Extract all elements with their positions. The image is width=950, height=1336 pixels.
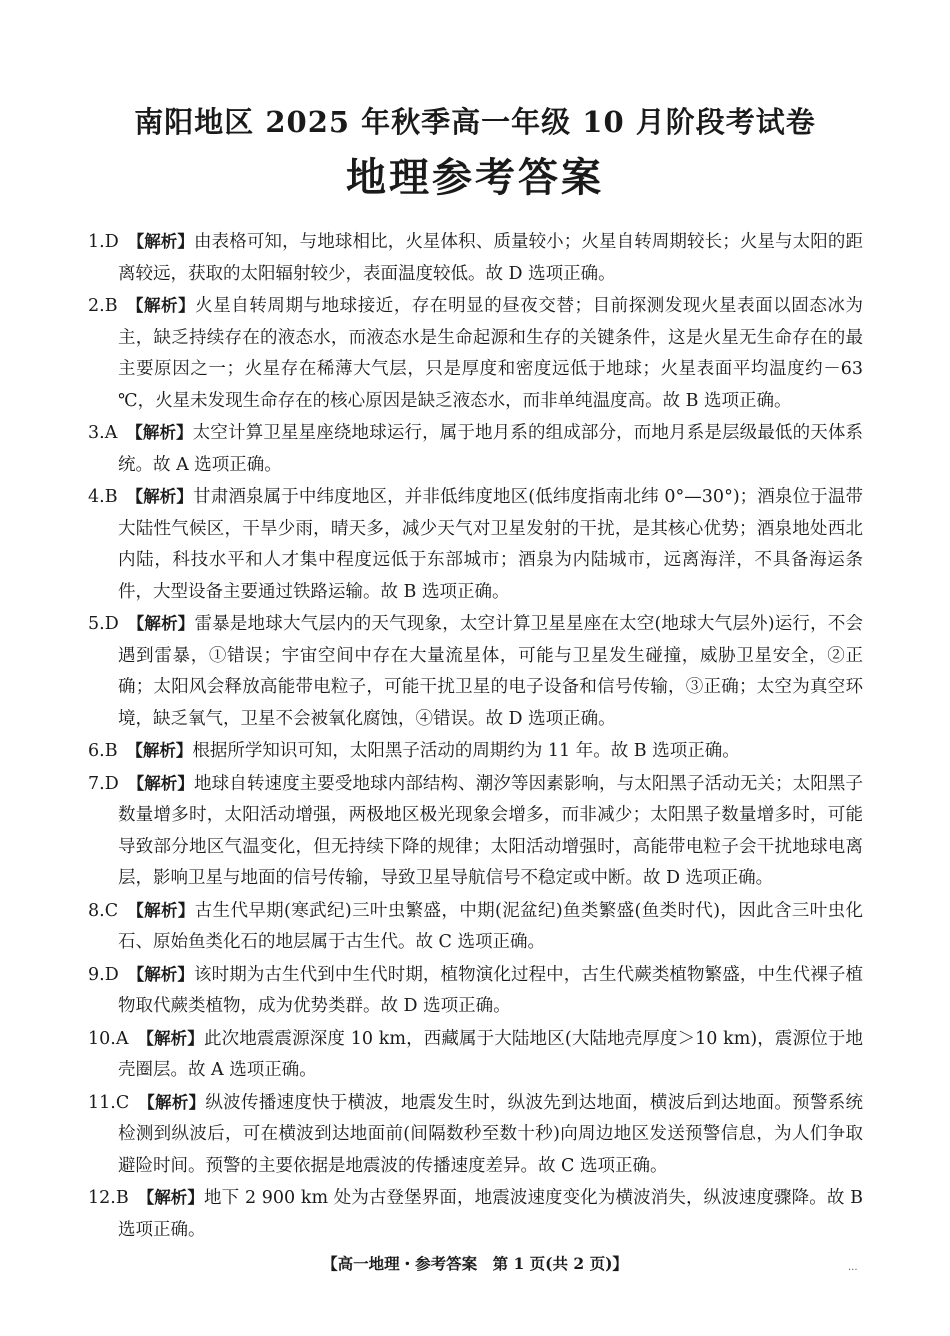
answer-item bbox=[88, 768, 863, 895]
answer-number: 9. bbox=[88, 964, 105, 985]
analysis-text: 此次地震震源深度 10 km，西藏属于大陆地区(大陆地壳厚度＞10 km)，震源位于地壳圈层。故 A 选项正确。 bbox=[118, 1028, 863, 1080]
answer-number: 11. bbox=[88, 1092, 116, 1113]
answer-choice: B bbox=[104, 296, 118, 316]
analysis-tag: 【解析】 bbox=[126, 900, 195, 920]
analysis-tag: 【解析】 bbox=[126, 423, 193, 442]
analysis-tag: 【解析】 bbox=[127, 614, 195, 633]
analysis-tag: 【解析】 bbox=[126, 487, 194, 506]
answer-item bbox=[88, 1023, 863, 1087]
analysis-text: 由表格可知，与地球相比，火星体积、质量较小；火星自转周期较长；火星与太阳的距离较远，获取的太阳辐射较少，表面温度较低。故 D 选项正确。 bbox=[118, 232, 864, 284]
answer-item bbox=[88, 735, 863, 768]
analysis-tag: 【解析】 bbox=[127, 232, 195, 251]
answer-number: 4. bbox=[88, 487, 105, 507]
answer-choice: C bbox=[104, 900, 119, 921]
answer-key-title: 地理参考答案 bbox=[346, 154, 604, 201]
answer-choice: C bbox=[115, 1092, 130, 1113]
answer-choice: D bbox=[104, 614, 119, 634]
answer-number: 6. bbox=[88, 741, 105, 761]
analysis-tag: 【解析】 bbox=[126, 741, 193, 760]
analysis-tag: 【解析】 bbox=[137, 1028, 204, 1048]
answer-number: 3. bbox=[88, 423, 105, 443]
analysis-text: 古生代早期(寒武纪)三叶虫繁盛，中期(泥盆纪)鱼类繁盛(鱼类时代)，因此含三叶虫化石、原始鱼类化石的地层属于古生代。故 C 选项正确。 bbox=[118, 900, 863, 952]
answer-item bbox=[88, 417, 863, 481]
analysis-text: 该时期为古生代到中生代时期，植物演化过程中，古生代蕨类植物繁盛，中生代裸子植物取代蕨类植物，成为优势类群。故 D 选项正确。 bbox=[118, 964, 864, 1016]
analysis-text: 太空计算卫星星座绕地球运行，属于地月系的组成部分，而地月系是层级最低的天体系统。故 A 选项正确。 bbox=[118, 423, 863, 475]
answer-number: 1. bbox=[88, 232, 105, 252]
answer-number: 2. bbox=[88, 296, 105, 316]
analysis-text: 根据所学知识可知，太阳黑子活动的周期约为 11 年。故 B 选项正确。 bbox=[192, 741, 740, 761]
answer-choice: B bbox=[115, 1188, 129, 1208]
analysis-tag: 【解析】 bbox=[127, 964, 195, 984]
answer-item bbox=[88, 959, 863, 1023]
answer-number: 8. bbox=[88, 900, 105, 921]
exam-title: 南阳地区 2025 年秋季高一年级 10 月阶段考试卷 bbox=[134, 105, 816, 139]
analysis-text: 地下 2 900 km 处为古登堡界面，地震波速度变化为横波消失，纵波速度骤降。故 B 选项正确。 bbox=[118, 1188, 864, 1240]
answer-item bbox=[88, 1182, 863, 1246]
answer-item bbox=[88, 608, 863, 735]
answer-item bbox=[88, 226, 863, 290]
answer-number: 7. bbox=[88, 773, 105, 794]
analysis-tag: 【解析】 bbox=[127, 773, 195, 793]
answer-choice: B bbox=[104, 741, 118, 761]
analysis-text: 地球自转速度主要受地球内部结构、潮汐等因素影响，与太阳黑子活动无关；太阳黑子数量增多时，太阳活动增强，两极地区极光现象会增多，而非减少；太阳黑子数量增多时，可能导致部分地区气温变化，但无持续下降的规律；太阳活动增强时，高能带电粒子会干扰地球电离层，影响卫星与地面的信号传输，导致卫星导航信号不稳定或中断。故 D 选项正确。 bbox=[118, 773, 864, 888]
answer-choice: B bbox=[104, 487, 118, 507]
analysis-tag: 【解析】 bbox=[137, 1092, 206, 1112]
corner-mark: ... bbox=[848, 1262, 858, 1273]
page-footer: 【高一地理・参考答案 第 1 页(共 2 页)】 bbox=[322, 1254, 628, 1273]
answer-number: 10. bbox=[88, 1028, 116, 1049]
analysis-tag: 【解析】 bbox=[137, 1188, 205, 1207]
analysis-text: 雷暴是地球大气层内的天气现象，太空计算卫星星座在太空(地球大气层外)运行，不会遇到雷暴，①错误；宇宙空间中存在大量流星体，可能与卫星发生碰撞，威胁卫星安全，②正确；太阳风会释放高能带电粒子，可能干扰卫星的电子设备和信号传输，③正确；太空为真空环境，缺乏氧气，卫星不会被氧化腐蚀，④错误。故 D 选项正确。 bbox=[118, 614, 864, 729]
answer-list bbox=[88, 226, 863, 1246]
answer-item bbox=[88, 290, 863, 417]
answer-item bbox=[88, 895, 863, 959]
answer-choice: D bbox=[104, 773, 119, 794]
answer-choice: A bbox=[115, 1028, 129, 1049]
answer-choice: D bbox=[104, 964, 119, 985]
answer-item bbox=[88, 481, 863, 608]
answer-item bbox=[88, 1087, 863, 1183]
answer-number: 5. bbox=[88, 614, 105, 634]
answer-choice: D bbox=[104, 232, 119, 252]
analysis-text: 甘肃酒泉属于中纬度地区，并非低纬度地区(低纬度指南北纬 0°—30°)；酒泉位于温带大陆性气候区，干旱少雨，晴天多，减少天气对卫星发射的干扰，是其核心优势；酒泉地处西北内陆，科技水平和人才集中程度远低于东部城市；酒泉为内陆城市，远离海洋，不具备海运条件，大型设备主要通过铁路运输。故 B 选项正确。 bbox=[118, 487, 863, 602]
analysis-text: 纵波传播速度快于横波，地震发生时，纵波先到达地面，横波后到达地面。预警系统检测到纵波后，可在横波到达地面前(间隔数秒至数十秒)向周边地区发送预警信息，为人们争取避险时间。预警的主要依据是地震波的传播速度差异。故 C 选项正确。 bbox=[118, 1092, 863, 1176]
answer-number: 12. bbox=[88, 1188, 116, 1208]
analysis-tag: 【解析】 bbox=[126, 296, 196, 315]
answer-choice: A bbox=[104, 423, 118, 443]
analysis-text: 火星自转周期与地球接近，存在明显的昼夜交替；目前探测发现火星表面以固态冰为主，缺乏持续存在的液态水，而液态水是生命起源和生存的关键条件，这是火星无生命存在的最主要原因之一；火星存在稀薄大气层，只是厚度和密度远低于地球；火星表面平均温度约－63 ℃，火星未发现生命存在的核心原因是缺乏液态水，而非单纯温度高。故 B 选项正确。 bbox=[118, 296, 863, 411]
